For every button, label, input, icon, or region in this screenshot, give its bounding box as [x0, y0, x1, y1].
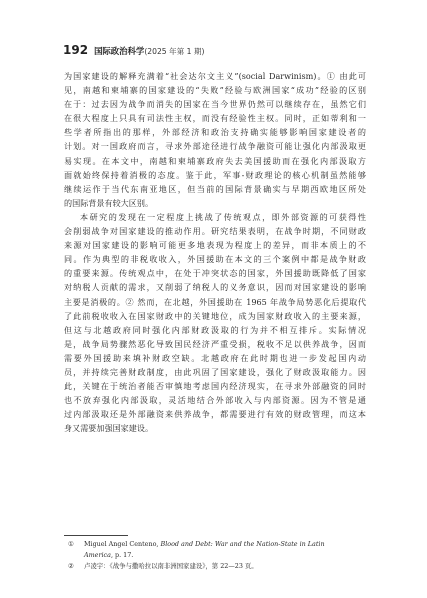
body-line: 此，关键在于统治者能否审慎地考虑国内经济现实，在寻求外部融资的同时 [64, 381, 366, 392]
body-text [64, 69, 366, 435]
body-line: 继续运作于当代东南亚地区，但当前的国际背景确实与早期西欧地区所处 [64, 183, 366, 194]
journal-name: 国际政治科学 [94, 46, 145, 56]
journal-issue: (2025 年第 1 期) [144, 47, 205, 56]
body-line: 但这与北越政府同时强化内部财政汲取的行为并不相互排斥。实际情况 [64, 324, 366, 335]
body-line: 是，战争局势骤然恶化导致国民经济严重受损，税收不足以供养战争，因而 [64, 338, 366, 349]
body-line: 在很大程度上只具有司法性主权，而没有经验性主权。同时，正如蒂利和一 [64, 113, 366, 124]
page-number: 192 [63, 43, 89, 57]
body-line: 了此前税收收入在国家财政中的关键地位，成为国家财政收入的主要来源， [64, 310, 366, 321]
body-line: 过内部汲取还是外部融资来供养战争，都需要进行有效的财政管理，而这本 [64, 409, 366, 420]
body-line: 对纳税人贡献的需求，又削弱了纳税人的义务意识，因而对国家建设的影响 [64, 282, 366, 293]
body-line: 主要是消极的。② 然而，在北越，外国援助在 1965 年战争局势恶化后提取代 [64, 296, 366, 307]
body-line: 需要外国援助来填补财政空缺。北越政府在此时期也进一步发起国内动 [64, 352, 366, 363]
running-header [63, 43, 363, 59]
footnote-1-continuation [64, 550, 366, 561]
body-line: 会削弱战争对国家建设的推动作用。研究结果表明，在战争时期，不同财政 [64, 226, 366, 237]
footnote-1 [64, 539, 366, 550]
body-line: 本研究的发现在一定程度上挑战了传统观点，即外部资源的可获得性 [80, 211, 366, 222]
body-line: 易实现。在本文中，南越和柬埔寨政府失去美国援助而在强化内部汲取方 [64, 155, 366, 166]
footnote-marker: ① [68, 540, 74, 548]
footnote-author: Miguel Angel Centeno, [84, 540, 161, 548]
body-line: 些学者所指出的那样，外部经济和政治支持确实能够影响国家建设者的 [64, 127, 366, 138]
footnotes [64, 539, 366, 572]
body-line: 来源对国家建设的影响可能更多地表现为程度上的差异，而非本质上的不 [64, 240, 366, 251]
body-line: 也不放弃强化内部汲取，灵活地结合外部收入与内部资源。因为不管是通 [64, 395, 366, 406]
footnote-marker: ② [68, 562, 74, 570]
body-line: 身又需要加强国家建设。 [64, 423, 154, 434]
body-line: 面就始终保持着消极的态度。鉴于此，军事-财政理论的核心机制虽然能够 [64, 169, 366, 180]
body-line: 员，并持续完善财政制度，由此巩固了国家建设，强化了财政汲取能力。因 [64, 366, 366, 377]
footnote-text: 卢凌宇：《战争与撒哈拉以南非洲国家建设》，第 22—23 页。 [84, 562, 258, 570]
footnote-book-title: Blood and Debt: War and the Nation-State in Latin [160, 540, 325, 548]
body-line: 在于：过去因为战争而消失的国家在当今世界仍然可以继续存在，虽然它们 [64, 99, 366, 110]
body-line: 计划。对一国政府而言，寻求外部途径进行战争融资可能让强化内部汲取更 [64, 141, 366, 152]
body-line: 为国家建设的解释充满着“社会达尔文主义”(social Darwinism)。① 由此可 [64, 71, 366, 81]
footnote-2 [64, 561, 366, 572]
body-line: 的重要来源。传统观点中，在处于冲突状态的国家，外国援助既降低了国家 [64, 268, 366, 279]
body-line: 的国际背景有较大区别。 [64, 197, 154, 208]
body-line: 见，南越和柬埔寨的国家建设的“失败”经验与欧洲国家“成功”经验的区别 [64, 85, 366, 96]
footnote-book-title-cont: America [84, 551, 111, 559]
footnote-separator [64, 535, 128, 536]
body-line: 同。作为典型的非税收收入，外国援助在本文的三个案例中都是战争财政 [64, 254, 366, 265]
footnote-page-ref: , p. 17. [110, 551, 134, 559]
